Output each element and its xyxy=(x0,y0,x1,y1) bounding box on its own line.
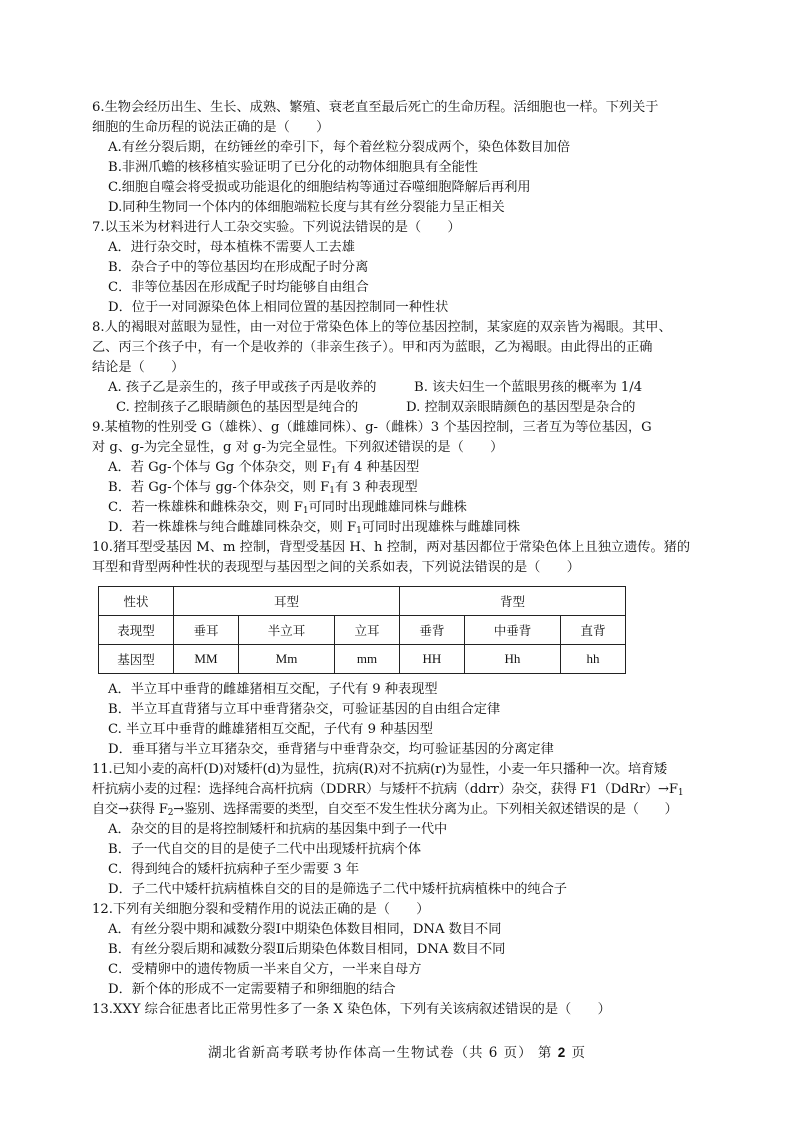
table-cell: 中垂背 xyxy=(464,616,560,645)
subscript: 2 xyxy=(167,808,174,818)
question-9-option-c-text: C．若一株雄株和雌株杂交，则 F xyxy=(108,500,303,515)
table-cell: 立耳 xyxy=(335,616,400,645)
table-cell: mm xyxy=(335,645,400,674)
question-6-option-c: C.细胞自噬会将受损或功能退化的细胞结构等通过吞噬细胞降解后再利用 xyxy=(108,180,531,195)
question-8-options-cd xyxy=(92,398,704,418)
subscript: 1 xyxy=(677,788,684,798)
question-6-option-b: B.非洲爪蟾的核移植实验证明了已分化的动物体细胞具有全能性 xyxy=(108,160,478,175)
table-cell: 半立耳 xyxy=(238,616,334,645)
question-11-option-d: D．子二代中矮杆抗病植株自交的目的是筛选子二代中矮杆抗病植株中的纯合子 xyxy=(108,882,567,897)
footer-text-end: 页 xyxy=(566,1045,587,1061)
question-10-option-a: A．半立耳中垂背的雌雄猪相互交配，子代有 9 种表现型 xyxy=(108,682,438,697)
question-7-option-d: D．位于一对同源染色体上相同位置的基因控制同一种性状 xyxy=(108,300,449,315)
question-9-option-d-text: D．若一株雄株与纯合雌雄同株杂交，则 F xyxy=(108,520,357,535)
table-cell: MM xyxy=(174,645,239,674)
question-11 xyxy=(92,760,704,900)
question-9-option-a-tail: 有 4 种基因型 xyxy=(336,460,420,475)
question-10-option-c: C. 半立耳中垂背的雌雄猪相互交配，子代有 9 种基因型 xyxy=(108,722,433,737)
question-7 xyxy=(92,218,704,318)
question-6-option-d: D.同种生物同一个体内的体细胞端粒长度与其有丝分裂能力呈正相关 xyxy=(108,200,505,215)
question-9-option-c xyxy=(92,498,704,518)
page-number: 2 xyxy=(557,1045,567,1060)
question-8-option-a: A. 孩子乙是亲生的，孩子甲或孩子丙是收养的 xyxy=(108,380,377,395)
trait-table xyxy=(98,586,626,674)
question-11-option-c: C．得到纯合的矮杆抗病种子至少需要 3 年 xyxy=(108,862,360,877)
table-cell: Hh xyxy=(464,645,560,674)
question-8-stem-line-3: 结论是（ ） xyxy=(92,360,185,375)
footer-text: 湖北省新高考联考协作体高一生物试卷（共 6 页） 第 xyxy=(207,1045,558,1061)
question-6-option-a: A.有丝分裂后期，在纺锤丝的牵引下，每个着丝粒分裂成两个，染色体数目加倍 xyxy=(108,140,571,155)
question-8 xyxy=(92,318,704,418)
table-cell-ear-type: 耳型 xyxy=(174,587,400,616)
question-9-option-b xyxy=(92,478,704,498)
subscript: 1 xyxy=(329,486,335,496)
question-7-option-c: C．非等位基因在形成配子时均能够自由组合 xyxy=(108,280,369,295)
question-9 xyxy=(92,418,704,538)
table-row-header xyxy=(99,587,626,616)
question-11-stem-line-2 xyxy=(92,780,704,800)
question-11-option-a: A．杂交的目的是将控制矮杆和抗病的基因集中到子一代中 xyxy=(108,822,448,837)
question-11-stem-line-3-text: 自交→获得 F xyxy=(92,802,168,817)
table-cell: 直背 xyxy=(561,616,626,645)
table-cell: Mm xyxy=(238,645,334,674)
page-content xyxy=(92,98,704,1020)
table-cell: 垂背 xyxy=(399,616,464,645)
question-9-option-a-text: A．若 Gg-个体与 Gg 个体杂交，则 F xyxy=(108,460,331,475)
question-8-stem-line-2: 乙、丙三个孩子中，有一个是收养的（非亲生孩子）。甲和丙为蓝眼，乙为褐眼。由此得出的正确 xyxy=(92,340,653,355)
question-11-stem-line-2-text: 杆抗病小麦的过程：选择纯合高杆抗病（DDRR）与矮杆不抗病（ddrr）杂交，获得 F1（DdRr）→F xyxy=(92,782,678,797)
table-row-genotype xyxy=(99,645,626,674)
question-12-option-c: C．受精卵中的遗传物质一半来自父方，一半来自母方 xyxy=(108,962,422,977)
table-row-phenotype xyxy=(99,616,626,645)
question-9-stem-line-1: 9.某植物的性别受 G（雄株）、g（雌雄同株）、g-（雌株）3 个基因控制，三者互为等位基因，G xyxy=(92,420,652,435)
subscript: 1 xyxy=(330,466,337,476)
subscript: 1 xyxy=(356,526,362,536)
question-10-stem-line-2: 耳型和背型两种性状的表现型与基因型之间的关系如表，下列说法错误的是（ ） xyxy=(92,560,580,575)
question-9-option-a xyxy=(92,458,704,478)
question-7-option-a: A．进行杂交时，母本植株不需要人工去雄 xyxy=(108,240,355,255)
subscript: 1 xyxy=(302,506,309,516)
question-12-stem: 12.下列有关细胞分裂和受精作用的说法正确的是（ ） xyxy=(92,902,430,917)
question-10-stem-line-1: 10.猪耳型受基因 M、m 控制，背型受基因 H、h 控制，两对基因都位于常染色体上且独立遗传。猪的 xyxy=(92,540,691,555)
question-6-stem-line-1: 6.生物会经历出生、生长、成熟、繁殖、衰老直至最后死亡的生命历程。活细胞也一样。下列关于 xyxy=(92,100,659,115)
question-11-stem-line-3 xyxy=(92,800,704,820)
question-10-option-b: B．半立耳直背猪与立耳中垂背猪杂交，可验证基因的自由组合定律 xyxy=(108,702,501,717)
question-9-option-d-tail: 可同时出现雄株与雌雄同株 xyxy=(361,520,521,535)
table-cell: HH xyxy=(399,645,464,674)
question-7-option-b: B．杂合子中的等位基因均在形成配子时分离 xyxy=(108,260,369,275)
question-8-option-b: B. 该夫妇生一个蓝眼男孩的概率为 1/4 xyxy=(414,380,643,395)
question-10 xyxy=(92,538,704,760)
table-cell-phenotype-label: 表现型 xyxy=(99,616,174,645)
question-8-options-ab xyxy=(92,378,704,398)
question-11-stem-line-1: 11.已知小麦的高杆(D)对矮杆(d)为显性，抗病(R)对不抗病(r)为显性，小麦一年只播种一次。培育矮 xyxy=(92,762,667,777)
question-9-option-b-text: B．若 Gg-个体与 gg-个体杂交，则 F xyxy=(108,480,330,495)
question-8-option-d: D. 控制双亲眼睛颜色的基因型是杂合的 xyxy=(406,400,636,415)
question-11-stem-line-3-tail: →鉴别、选择需要的类型，自交至不发生性状分离为止。下列相关叙述错误的是（ ） xyxy=(173,802,678,817)
question-12-option-b: B．有丝分裂后期和减数分裂Ⅱ后期染色体数目相同，DNA 数目不同 xyxy=(108,942,506,957)
question-7-stem: 7.以玉米为材料进行人工杂交实验。下列说法错误的是（ ） xyxy=(92,220,461,235)
question-13-stem: 13.XXY 综合征患者比正常男性多了一条 X 染色体，下列有关该病叙述错误的是（ ） xyxy=(92,1002,611,1017)
question-9-stem-line-2: 对 g、g-为完全显性，g 对 g-为完全显性。下列叙述错误的是（ ） xyxy=(92,440,504,455)
question-9-option-c-tail: 可同时出现雌雄同株与雌株 xyxy=(308,500,467,515)
question-12 xyxy=(92,900,704,1000)
question-6 xyxy=(92,98,704,218)
question-11-option-b: B．子一代自交的目的是使子二代中出现矮杆抗病个体 xyxy=(108,842,422,857)
question-12-option-d: D．新个体的形成不一定需要精子和卵细胞的结合 xyxy=(108,982,396,997)
question-8-option-c: C. 控制孩子乙眼睛颜色的基因型是纯合的 xyxy=(116,400,359,415)
question-12-option-a: A．有丝分裂中期和减数分裂Ⅰ中期染色体数目相同，DNA 数目不同 xyxy=(108,922,502,937)
table-cell-back-type: 背型 xyxy=(399,587,625,616)
table-cell-trait-label: 性状 xyxy=(99,587,174,616)
question-9-option-d xyxy=(92,518,704,538)
question-13 xyxy=(92,1000,704,1020)
question-9-option-b-tail: 有 3 种表现型 xyxy=(335,480,418,495)
question-10-option-d: D．垂耳猪与半立耳猪杂交，垂背猪与中垂背杂交，均可验证基因的分离定律 xyxy=(108,742,554,757)
table-cell-genotype-label: 基因型 xyxy=(99,645,174,674)
question-6-stem-line-2: 细胞的生命历程的说法正确的是（ ） xyxy=(92,120,330,135)
question-8-stem-line-1: 8.人的褐眼对蓝眼为显性，由一对位于常染色体上的等位基因控制，某家庭的双亲皆为褐眼。其甲、 xyxy=(92,320,672,335)
table-cell: hh xyxy=(561,645,626,674)
page-footer xyxy=(0,1041,794,1061)
table-cell: 垂耳 xyxy=(174,616,239,645)
